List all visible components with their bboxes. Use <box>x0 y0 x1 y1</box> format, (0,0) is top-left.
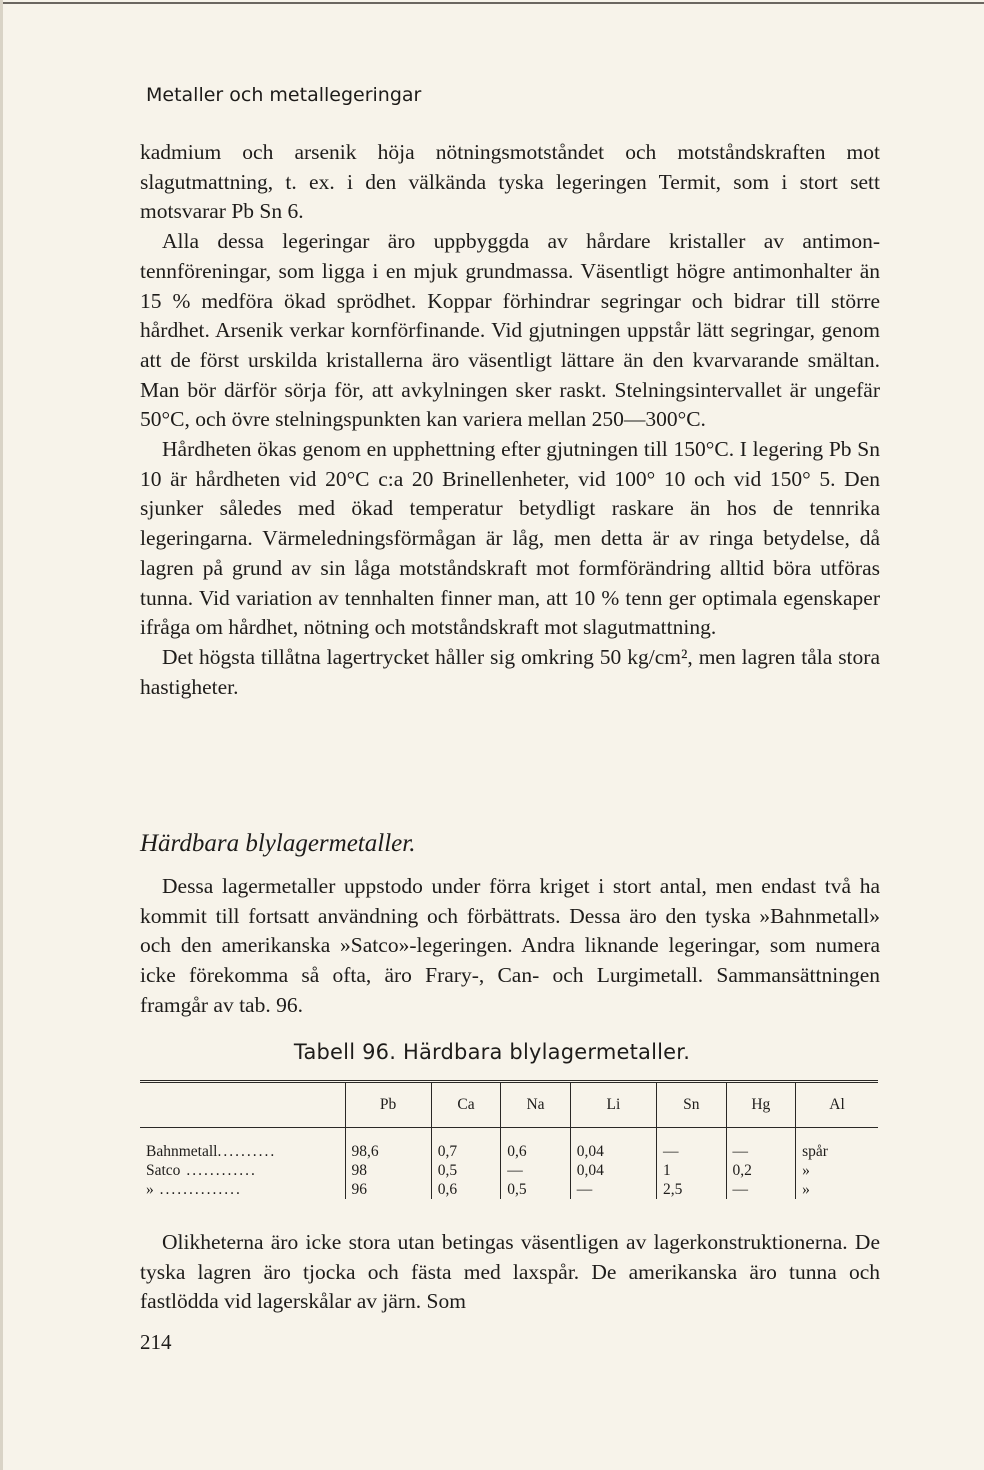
table-cell: — <box>726 1128 796 1162</box>
page-number: 214 <box>140 1330 172 1354</box>
paragraph: Det högsta tillåtna lagertrycket håller sig omkring 50 kg/cm², men lagren tåla stora hastigheter. <box>140 644 880 699</box>
page-left-edge <box>0 0 3 1470</box>
table-cell: 0,5 <box>431 1161 501 1180</box>
table-cell: » <box>796 1180 878 1199</box>
table-row <box>140 1161 878 1180</box>
table-cell: 0,04 <box>570 1128 656 1162</box>
composition-table <box>140 1080 878 1199</box>
table-cell: 0,6 <box>431 1180 501 1199</box>
body-text-top <box>140 138 880 702</box>
column-header: Ca <box>431 1082 501 1128</box>
table-cell: — <box>657 1128 727 1162</box>
table-row <box>140 1128 878 1162</box>
table-cell: spår <box>796 1128 878 1162</box>
paragraph: Dessa lagermetaller uppstodo under förra kriget i stort antal, men endast två ha kommit till fortsatt användning och förbättrats. Dessa äro den tyska »Bahnmetall» och den amerikanska »Satco»-legeringen. Andra liknande legeringar, som numera icke förekomma så ofta, äro Frary-, Can- och Lurgimetall. Sammansättningen framgår av tab. 96. <box>140 874 880 1017</box>
table-cell: — <box>726 1180 796 1199</box>
row-name: Bahnmetall <box>146 1142 218 1160</box>
table-cell: 1 <box>657 1161 727 1180</box>
table-cell: 98,6 <box>345 1128 431 1162</box>
running-head: Metaller och metallegeringar <box>146 84 422 106</box>
column-header: Hg <box>726 1082 796 1128</box>
column-header: Sn <box>657 1082 727 1128</box>
body-text-mid <box>140 872 880 1021</box>
column-header: Al <box>796 1082 878 1128</box>
row-label <box>140 1161 345 1180</box>
paragraph: Alla dessa legeringar äro uppbyggda av hårdare kristaller av antimon-tennföreningar, som ligga i en mjuk grundmassa. Väsentligt högre antimonhalter än 15 % medföra ökad sprödhet. Koppar förhindrar segringar och bidrar till större hårdhet. Arsenik verkar kornförfinande. Vid gjutningen uppstår lätt segringar, genom att de först urskilda kristallerna äro väsentligt lättare än den kvarvarande smältan. Man bör därför sörja för, att avkylningen sker raskt. Stelningsintervallet är ungefär 50°C, och övre stelningspunkten kan variera mellan 250—300°C. <box>140 229 880 432</box>
leader-dots: .............. <box>153 1180 242 1198</box>
table-cell: 96 <box>345 1180 431 1199</box>
row-name: Satco <box>146 1161 181 1179</box>
table-row <box>140 1180 878 1199</box>
table-cell: 0,7 <box>431 1128 501 1162</box>
table-cell: 0,5 <box>501 1180 571 1199</box>
paragraph: Hårdheten ökas genom en upphettning efter gjutningen till 150°C. I legering Pb Sn 10 är hårdheten vid 20°C c:a 20 Brinellenheter, vid 100° 10 och vid 150° 5. Den sjunker således med ökad temperatur betydligt raskare än hos de tennrika legeringarna. Värmeledningsförmågan är låg, men detta är av ringa betydelse, då lagren på grund av sin låga motståndskraft mot formförändring alltid böra utföras tunna. Vid variation av tennhalten finner man, att 10 % tenn ger optimala egenskaper ifråga om hårdhet, nötning och motståndskraft mot slagutmattning. <box>140 437 880 640</box>
row-label <box>140 1128 345 1162</box>
column-header: Li <box>570 1082 656 1128</box>
table-cell: » <box>796 1161 878 1180</box>
table-cell: 98 <box>345 1161 431 1180</box>
row-name: » <box>146 1180 154 1198</box>
column-header <box>140 1082 345 1128</box>
body-text-bottom <box>140 1228 880 1317</box>
column-header: Na <box>501 1082 571 1128</box>
table-cell: 2,5 <box>657 1180 727 1199</box>
table-header-row <box>140 1082 878 1128</box>
section-heading: Härdbara blylagermetaller. <box>140 830 416 857</box>
table-cell: 0,2 <box>726 1161 796 1180</box>
table-caption: Tabell 96. Härdbara blylagermetaller. <box>293 1040 691 1064</box>
paragraph: Olikheterna äro icke stora utan betingas väsentligen av lagerkonstruktionerna. De tyska lagren äro tjocka och fästa med laxspår. De amerikanska äro tunna och fastlödda vid lagerskålar av järn. Som <box>140 1230 880 1314</box>
table-cell: — <box>501 1161 571 1180</box>
leader-dots: .......... <box>217 1142 277 1160</box>
table-cell: 0,6 <box>501 1128 571 1162</box>
page-top-rule <box>0 2 984 4</box>
row-label <box>140 1180 345 1199</box>
table-cell: 0,04 <box>570 1161 656 1180</box>
paragraph: kadmium och arsenik höja nötningsmotståndet och motståndskraften mot slagutmattning, t. ex. i den välkända tyska legeringen Termit, som i stort sett motsvarar Pb Sn 6. <box>140 140 880 224</box>
table-cell: — <box>570 1180 656 1199</box>
column-header: Pb <box>345 1082 431 1128</box>
leader-dots: ............ <box>180 1161 257 1179</box>
